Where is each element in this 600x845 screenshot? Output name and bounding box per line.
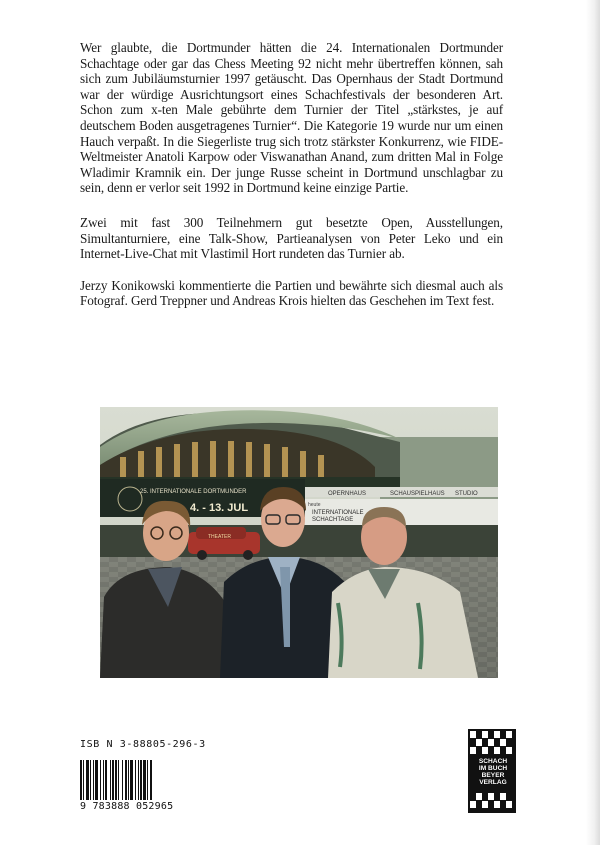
logo-checker-square (482, 801, 488, 808)
logo-checker-square (470, 747, 476, 754)
logo-checker-square (470, 801, 476, 808)
barcode-bar (122, 760, 123, 801)
logo-checker-square (494, 747, 500, 754)
page-edge-shadow (586, 0, 600, 845)
logo-line: VERLAG (479, 779, 507, 786)
logo-checker-square (476, 739, 482, 746)
logo-line: IM BUCH (478, 765, 508, 772)
sign-schauspielhaus: SCHAUSPIELHAUS (390, 491, 445, 497)
banner-text: 25. INTERNATIONALE DORTMUNDER (140, 489, 247, 495)
logo-checker-square (482, 747, 488, 754)
logo-checker-square (506, 747, 512, 754)
barcode-bar (135, 760, 136, 801)
barcode-bar (100, 760, 101, 801)
logo-checker-square (494, 731, 500, 738)
barcode-bar (90, 760, 91, 801)
barcode-bar (110, 760, 111, 801)
logo-checker-square (482, 731, 488, 738)
logo-checker-square (506, 801, 512, 808)
sign-studio: STUDIO (455, 491, 478, 497)
sign-event-line2: SCHACHTAGE (312, 517, 354, 523)
logo-checker-square (476, 793, 482, 800)
isbn-number: ISB N 3-88805-296-3 (80, 739, 206, 750)
barcode-bar (105, 760, 107, 801)
barcode-bar (147, 760, 148, 801)
paragraph-events: Zwei mit fast 300 Teilnehmern gut besetzte Open, Ausstellungen, Simultanturniere, eine Talk-Show, Partieanalysen von Peter Leko und ein Internet-Live-Chat mit Vlastimil Hort rundeten das Turnier ab. (80, 214, 503, 262)
publisher-logo-text (474, 758, 512, 786)
sign-event-line1: INTERNATIONALE (312, 510, 364, 516)
barcode-bar (130, 760, 133, 801)
barcode-bar (125, 760, 127, 801)
paragraph-tournament: Wer glaubte, die Dortmunder hätten die 24. Internationalen Dortmunder Schachtage oder gar das Chess Meeting 92 nicht mehr übertreffen können, sah sich zum Jubiläumsturnier 1997 getäuscht. Das Opernhaus der Stadt Dortmund war der würdige Ausrichtungsort eines Schachfestivals der besonderen Art. Schon zum x-ten Male gebührte dem Turnier der Titel „stärkstes, je auf deutschem Boden ausgetragenes Turnier“. Die Kategorie 19 wurde nur um einen Hauch verpaßt. In die Siegerliste trug sich trotz stärkster Konkurrenz, wie FIDE-Weltmeister Anatoli Karpow oder Viswanathan Anand, zum dritten Mal in Folge Wladimir Kramnik ein. Der junge Russe scheint in Dortmund unschlagbar zu sein, denn er verlor seit 1992 in Dortmund keine einzige Partie. (80, 40, 503, 196)
logo-line: SCHACH (478, 758, 508, 765)
banner-dates: 4. - 13. JUL (190, 502, 249, 514)
barcode-bar (95, 760, 98, 801)
logo-checker-square (500, 793, 506, 800)
barcode-bar (140, 760, 142, 801)
logo-checker-square (500, 739, 506, 746)
sign-heute: heute (308, 502, 321, 508)
barcode-bar (128, 760, 129, 801)
sign-theater: THEATER (208, 534, 231, 540)
barcode-bar (112, 760, 114, 801)
back-cover-text (80, 40, 503, 325)
barcode-bar (86, 760, 89, 801)
barcode-bar (103, 760, 104, 801)
barcode-bar (143, 760, 146, 801)
barcode-bar (93, 760, 94, 801)
logo-checker-square (470, 731, 476, 738)
cover-photo (100, 407, 498, 678)
barcode-digits: 9 783888 052965 (80, 800, 190, 812)
logo-checker-square (488, 739, 494, 746)
logo-checker-square (494, 801, 500, 808)
logo-line: BEYER (481, 772, 505, 779)
barcode-bar (138, 760, 139, 801)
logo-checker-square (506, 731, 512, 738)
sign-opernhaus: OPERNHAUS (328, 491, 367, 497)
barcode-bar (115, 760, 117, 801)
paragraph-credits: Jerzy Konikowski kommentierte die Partien und bewährte sich diesmal auch als Fotograf. Gerd Treppner und Andreas Krois hielten das Geschehen im Text fest. (80, 277, 503, 309)
logo-checker-square (488, 793, 494, 800)
